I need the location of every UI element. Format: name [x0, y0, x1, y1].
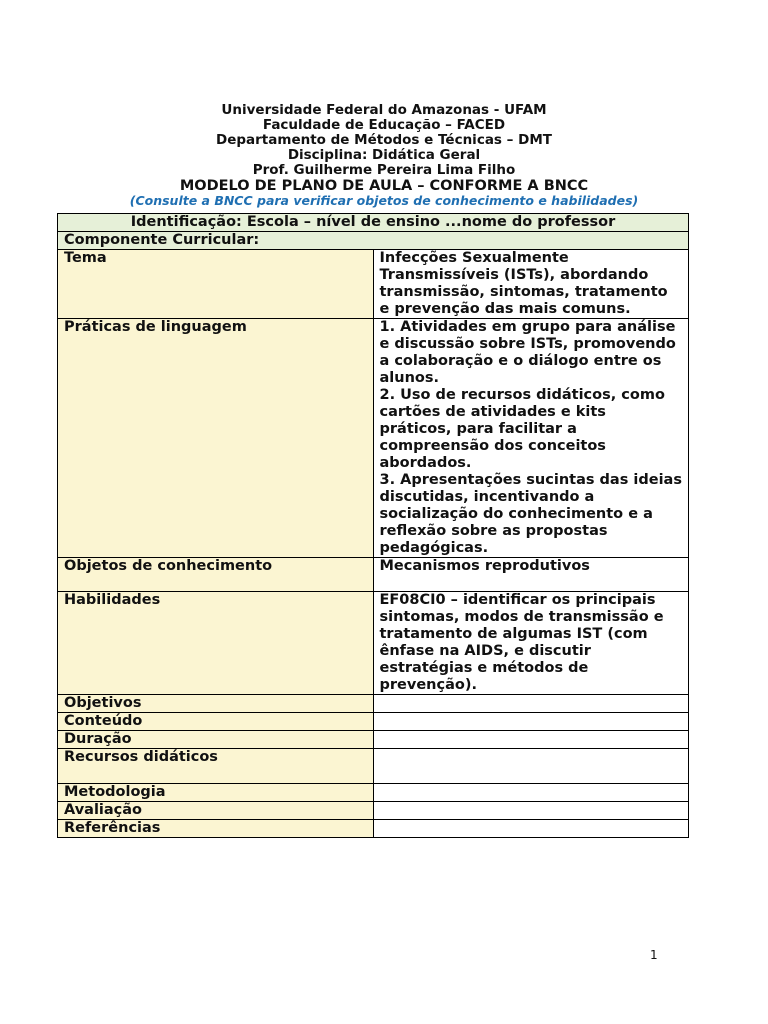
row-value-recursos [373, 749, 689, 784]
row-label-metodologia: Metodologia [58, 784, 374, 802]
row-label-referencias: Referências [58, 820, 374, 838]
row-label-duracao: Duração [58, 731, 374, 749]
table-row [58, 820, 689, 838]
document-header [0, 103, 768, 208]
row-label-tema: Tema [58, 250, 374, 319]
lesson-plan-table [57, 213, 689, 838]
table-row [58, 558, 689, 592]
component-cell: Componente Curricular: [58, 232, 689, 250]
row-value-objetos: Mecanismos reprodutivos [373, 558, 689, 592]
row-label-recursos: Recursos didáticos [58, 749, 374, 784]
table-row [58, 731, 689, 749]
row-value-habilidades: EF08CI0 – identificar os principais sintomas, modos de transmissão e tratamento de algumas IST (com ênfase na AIDS, e discutir estratégias e métodos de prevenção). [373, 592, 689, 695]
university-name: Universidade Federal do Amazonas - UFAM [221, 102, 547, 118]
table-row [58, 784, 689, 802]
table-row [58, 802, 689, 820]
row-value-referencias [373, 820, 689, 838]
row-value-tema: Infecções Sexualmente Transmissíveis (ISTs), abordando transmissão, sintomas, tratamento e prevenção das mais comuns. [373, 250, 689, 319]
row-value-metodologia [373, 784, 689, 802]
identification-cell: Identificação: Escola – nível de ensino ...nome do professor [58, 214, 689, 232]
table-row [58, 592, 689, 695]
model-title: MODELO DE PLANO DE AULA – CONFORME A BNCC [179, 178, 589, 194]
table-row [58, 250, 689, 319]
row-value-duracao [373, 731, 689, 749]
table-row [58, 319, 689, 558]
row-label-avaliacao: Avaliação [58, 802, 374, 820]
row-value-avaliacao [373, 802, 689, 820]
praticas-item-3: 3. Apresentações sucintas das ideias discutidas, incentivando a socialização do conhecimento e a reflexão sobre as propostas pedagógicas. [379, 472, 682, 556]
discipline-name: Disciplina: Didática Geral [287, 147, 481, 163]
table-row [58, 749, 689, 784]
row-value-conteudo [373, 713, 689, 731]
row-value-praticas [373, 319, 689, 558]
row-label-objetivos: Objetivos [58, 695, 374, 713]
professor-name: Prof. Guilherme Pereira Lima Filho [252, 162, 516, 178]
department-name: Departamento de Métodos e Técnicas – DMT [216, 132, 552, 148]
row-label-conteudo: Conteúdo [58, 713, 374, 731]
praticas-item-2: 2. Uso de recursos didáticos, como cartões de atividades e kits práticos, para facilitar a compreensão dos conceitos abordados. [379, 387, 665, 471]
row-label-praticas: Práticas de linguagem [58, 319, 374, 558]
table-row [58, 695, 689, 713]
component-row [58, 232, 689, 250]
bncc-note: (Consulte a BNCC para verificar objetos de conhecimento e habilidades) [129, 193, 639, 208]
row-value-objetivos [373, 695, 689, 713]
row-label-habilidades: Habilidades [58, 592, 374, 695]
row-label-objetos: Objetos de conhecimento [58, 558, 374, 592]
page-number: 1 [650, 948, 658, 962]
identification-row [58, 214, 689, 232]
table-row [58, 713, 689, 731]
faculty-name: Faculdade de Educação – FACED [262, 117, 506, 133]
praticas-item-1: 1. Atividades em grupo para análise e discussão sobre ISTs, promovendo a colaboração e o diálogo entre os alunos. [379, 319, 676, 386]
